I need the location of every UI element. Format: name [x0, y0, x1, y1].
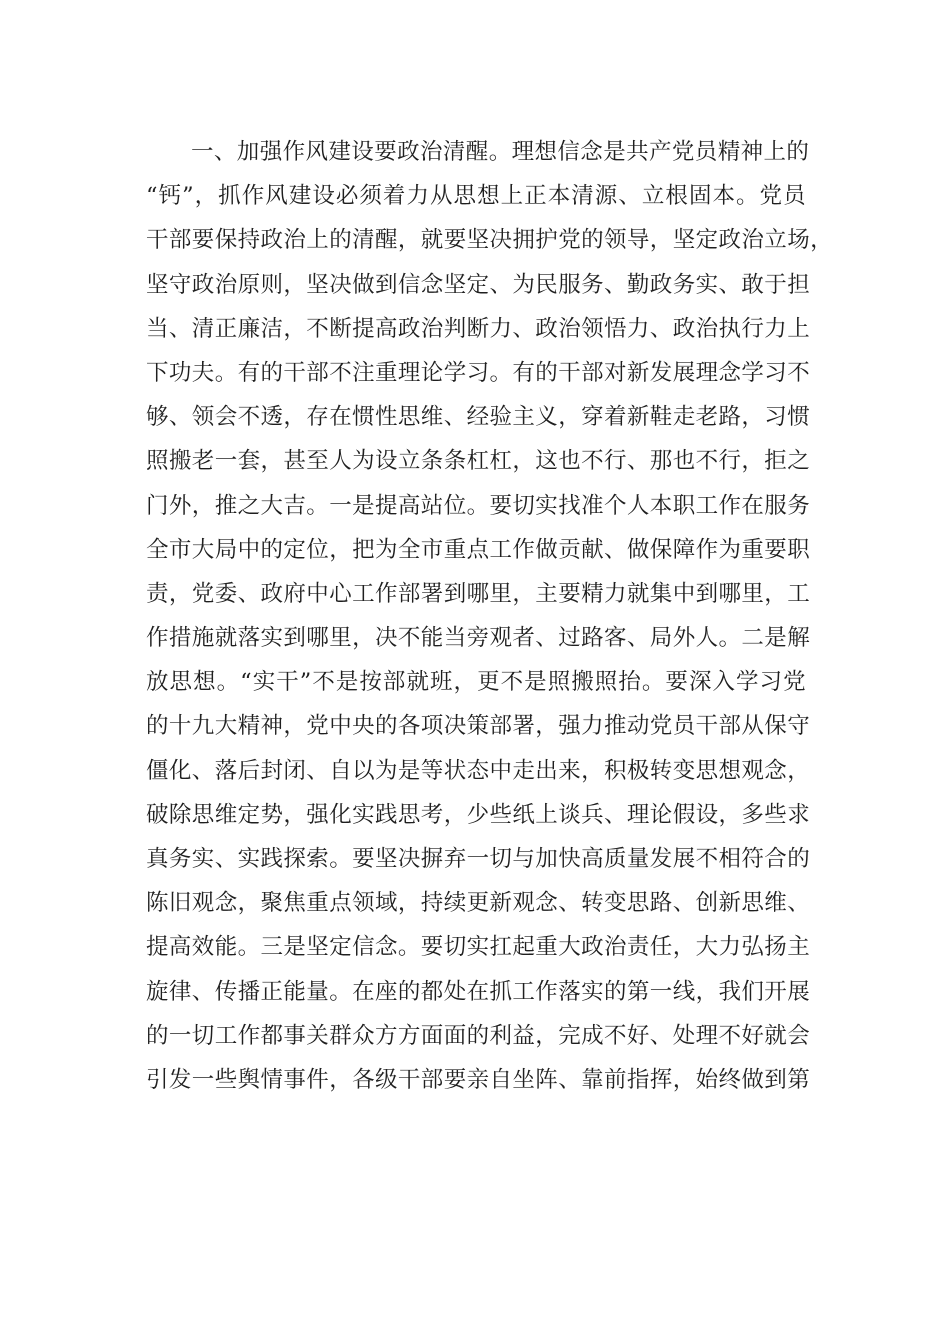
text-line: 一、加强作风建设要政治清醒。理想信念是共产党员精神上的 — [191, 139, 810, 165]
text-line: 干部要保持政治上的清醒，就要坚决拥护党的领导，坚定政治立场， — [146, 227, 834, 254]
text-line: 全市大局中的定位，把为全市重点工作做贡献、做保障作为重要职 — [146, 536, 811, 563]
text-line: 门外，推之大吉。一是提高站位。要切实找准个人本职工作在服务 — [146, 492, 811, 519]
text-line: 当、清正廉洁，不断提高政治判断力、政治领悟力、政治执行力上 — [146, 315, 811, 342]
text-line: 放思想。“实干”不是按部就班，更不是照搬照抬。要深入学习党 — [146, 669, 806, 696]
text-line: “钙”，抓作风建设必须着力从思想上正本清源、立根固本。党员 — [146, 183, 806, 210]
text-line: 旋律、传播正能量。在座的都处在抓工作落实的第一线，我们开展 — [146, 978, 811, 1005]
text-line: 提高效能。三是坚定信念。要切实扛起重大政治责任，大力弘扬主 — [146, 934, 811, 961]
body-paragraph — [146, 130, 834, 1102]
text-line: 的十九大精神，党中央的各项决策部署，强力推动党员干部从保守 — [146, 713, 811, 740]
text-line: 引发一些舆情事件，各级干部要亲自坐阵、靠前指挥，始终做到第 — [146, 1066, 811, 1093]
text-line: 坚守政治原则，坚决做到信念坚定、为民服务、勤政务实、敢于担 — [146, 271, 811, 298]
text-line: 真务实、实践探索。要坚决摒弃一切与加快高质量发展不相符合的 — [146, 846, 811, 872]
text-line: 责，党委、政府中心工作部署到哪里，主要精力就集中到哪里，工 — [146, 580, 811, 607]
text-line: 的一切工作都事关群众方方面面的利益，完成不好、处理不好就会 — [146, 1022, 811, 1049]
text-line: 下功夫。有的干部不注重理论学习。有的干部对新发展理念学习不 — [146, 359, 811, 386]
text-line: 破除思维定势，强化实践思考，少些纸上谈兵、理论假设，多些求 — [146, 801, 811, 828]
text-line: 作措施就落实到哪里，决不能当旁观者、过路客、局外人。二是解 — [146, 625, 811, 652]
text-line: 陈旧观念，聚焦重点领域，持续更新观念、转变思路、创新思维、 — [146, 890, 811, 917]
text-line: 僵化、落后封闭、自以为是等状态中走出来，积极转变思想观念， — [146, 757, 811, 784]
text-line: 照搬老一套，甚至人为设立条条杠杠，这也不行、那也不行，拒之 — [146, 448, 811, 475]
text-line: 够、领会不透，存在惯性思维、经验主义，穿着新鞋走老路，习惯 — [146, 404, 811, 431]
